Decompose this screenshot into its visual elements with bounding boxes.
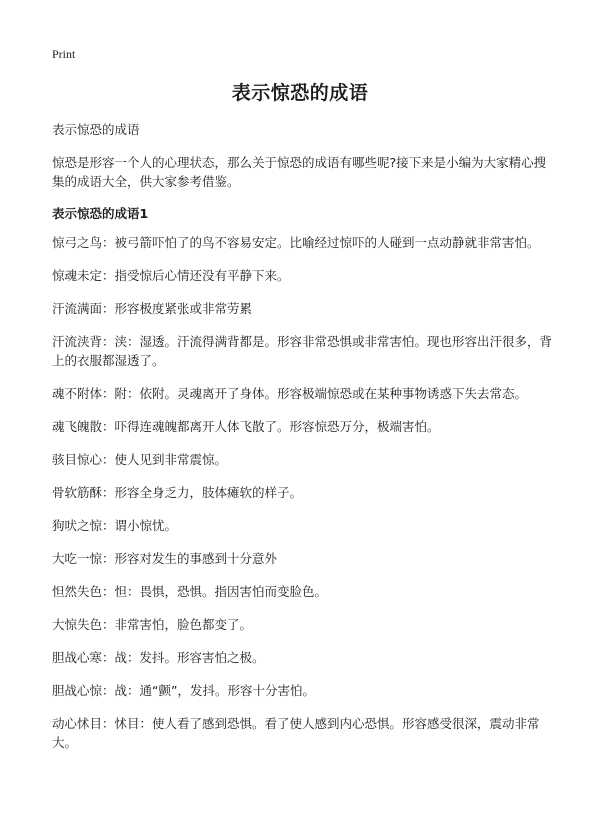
section-heading: 表示惊恐的成语1 bbox=[52, 206, 149, 221]
idiom-entry: 汗流满面：形容极度紧张或非常劳累 bbox=[52, 301, 253, 316]
idiom-entry: 汗流浃背：浃：湿透。汗流得满背都是。形容非常恐惧或非常害怕。现也形容出汗很多，背上的衣服都湿透了。 bbox=[52, 334, 553, 368]
idiom-entry: 胆战心寒：战：发抖。形容害怕之极。 bbox=[52, 650, 265, 665]
idiom-entry: 胆战心惊：战：通“颤”，发抖。形容十分害怕。 bbox=[52, 683, 315, 698]
idiom-entry: 大吃一惊：形容对发生的事感到十分意外 bbox=[52, 551, 278, 566]
idiom-entry: 动心怵目：怵目：使人看了感到恐惧。看了使人感到内心恐惧。形容感受很深，震动非常大。 bbox=[52, 716, 540, 750]
idiom-entry: 大惊失色：非常害怕，脸色都变了。 bbox=[52, 617, 253, 632]
idiom-entry: 怛然失色：怛：畏惧，恐惧。指因害怕而变脸色。 bbox=[52, 584, 328, 599]
print-link[interactable]: Print bbox=[52, 47, 76, 61]
idiom-entry: 魂不附体：附：依附。灵魂离开了身体。形容极端惊恐或在某种事物诱惑下失去常态。 bbox=[52, 386, 528, 401]
idiom-entry: 骇目惊心：使人见到非常震惊。 bbox=[52, 452, 228, 467]
idiom-entry: 骨软筋酥：形容全身乏力，肢体瘫软的样子。 bbox=[52, 485, 303, 500]
article-body bbox=[52, 120, 552, 766]
idiom-entry: 惊魂未定：指受惊后心情还没有平静下来。 bbox=[52, 268, 290, 283]
idiom-entry: 狗吠之惊：谓小惊忧。 bbox=[52, 518, 178, 533]
idiom-entry: 惊弓之鸟：被弓箭吓怕了的鸟不容易安定。比喻经过惊吓的人碰到一点动静就非常害怕。 bbox=[52, 235, 540, 250]
intro-paragraph: 惊恐是形容一个人的心理状态，那么关于惊恐的成语有哪些呢?接下来是小编为大家精心搜集的成语大全，供大家参考借鉴。 bbox=[52, 155, 547, 189]
page-title: 表示惊恐的成语 bbox=[231, 82, 369, 104]
idiom-entry: 魂飞魄散：吓得连魂魄都离开人体飞散了。形容惊恐万分，极端害怕。 bbox=[52, 419, 440, 434]
article-subtitle: 表示惊恐的成语 bbox=[52, 122, 140, 137]
